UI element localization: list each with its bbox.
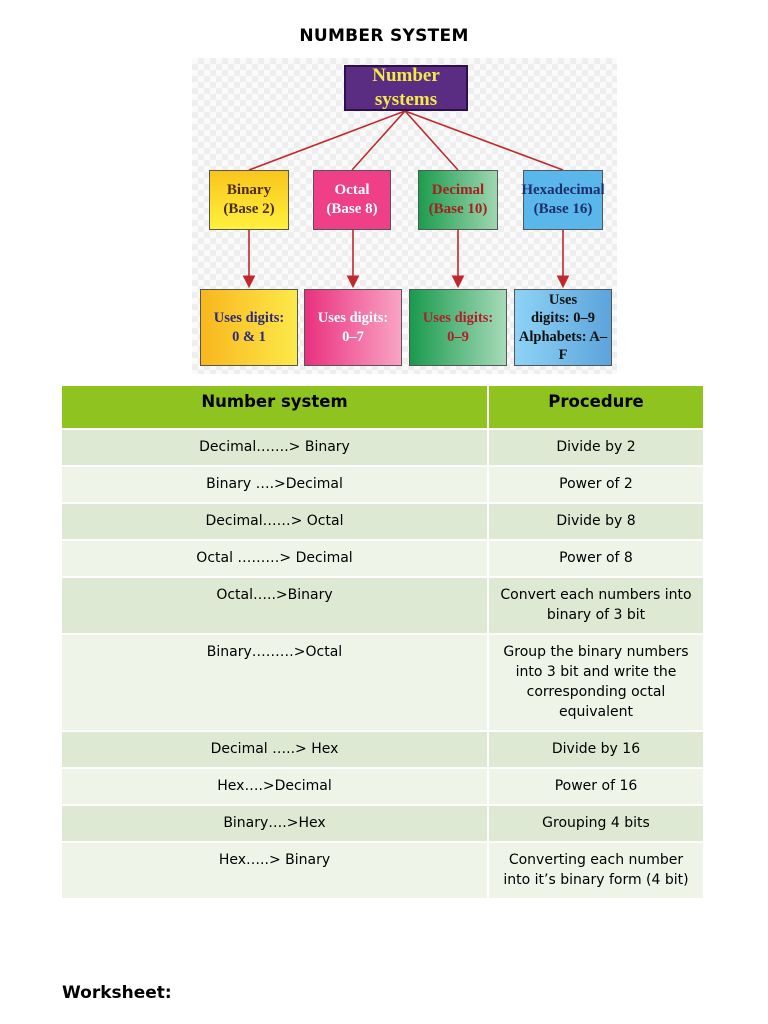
number-systems-diagram <box>192 58 617 374</box>
cell-system: Binary….>Hex <box>62 805 488 842</box>
digits-decimal <box>409 289 507 366</box>
cell-system: Binary………>Octal <box>62 634 488 731</box>
cell-procedure: Convert each numbers into binary of 3 bit <box>488 577 703 634</box>
table-row <box>62 842 703 898</box>
cell-system: Hex….>Decimal <box>62 768 488 805</box>
cell-system: Decimal…….> Binary <box>62 429 488 466</box>
connector-root-binary <box>249 111 405 170</box>
digits-hex-line2: digits: 0–9 <box>530 310 596 327</box>
document-title: NUMBER SYSTEM <box>299 26 469 46</box>
cell-system: Octal…..>Binary <box>62 577 488 634</box>
cell-system: Binary ….>Decimal <box>62 466 488 503</box>
table-header-row <box>62 386 703 429</box>
node-octal-base: (Base 8) <box>326 201 378 217</box>
cell-procedure: Grouping 4 bits <box>488 805 703 842</box>
worksheet-heading: Worksheet: <box>62 983 172 1003</box>
cell-procedure: Power of 2 <box>488 466 703 503</box>
table-row <box>62 540 703 577</box>
cell-system: Octal ………> Decimal <box>62 540 488 577</box>
digits-binary-line1: Uses digits: <box>213 310 285 327</box>
node-octal <box>313 170 391 230</box>
connector-root-hex <box>405 111 563 170</box>
node-octal-name: Octal <box>334 182 370 199</box>
cell-procedure: Divide by 16 <box>488 731 703 768</box>
digits-decimal-line2: 0–9 <box>447 328 469 345</box>
table-row <box>62 466 703 503</box>
digits-octal <box>304 289 402 366</box>
table-row <box>62 577 703 634</box>
cell-system: Decimal……> Octal <box>62 503 488 540</box>
digits-binary-line2: 0 & 1 <box>232 328 266 345</box>
cell-procedure: Divide by 2 <box>488 429 703 466</box>
cell-procedure: Power of 16 <box>488 768 703 805</box>
digits-binary <box>200 289 298 366</box>
node-hex-base: (Base 16) <box>533 201 593 217</box>
node-decimal-base: (Base 10) <box>428 201 488 217</box>
digits-hex-line1: Uses <box>548 292 578 309</box>
table-row <box>62 429 703 466</box>
table-row <box>62 805 703 842</box>
header-procedure: Procedure <box>488 386 703 429</box>
header-number-system: Number system <box>62 386 488 429</box>
cell-procedure: Converting each number into it’s binary form (4 bit) <box>488 842 703 898</box>
node-decimal-name: Decimal <box>431 182 485 199</box>
cell-system: Hex…..> Binary <box>62 842 488 898</box>
table-row <box>62 503 703 540</box>
root-node-number-systems: Number systems <box>344 65 468 111</box>
table-row <box>62 634 703 731</box>
digits-hexadecimal <box>514 289 612 366</box>
table-row <box>62 731 703 768</box>
digits-decimal-line1: Uses digits: <box>422 310 494 327</box>
cell-procedure: Power of 8 <box>488 540 703 577</box>
node-binary <box>209 170 289 230</box>
node-binary-base: (Base 2) <box>223 201 275 217</box>
digits-octal-line2: 0–7 <box>342 328 364 345</box>
cell-procedure: Group the binary numbers into 3 bit and write the corresponding octal equivalent <box>488 634 703 731</box>
node-binary-name: Binary <box>226 182 272 199</box>
digits-octal-line1: Uses digits: <box>317 310 389 327</box>
conversion-table <box>62 386 703 898</box>
connector-root-octal <box>352 111 405 170</box>
node-hex-name: Hexadecimal <box>521 182 605 199</box>
digits-hex-line3: Alphabets: A–F <box>518 328 608 363</box>
table-row <box>62 768 703 805</box>
node-decimal <box>418 170 498 230</box>
cell-procedure: Divide by 8 <box>488 503 703 540</box>
node-hexadecimal <box>523 170 603 230</box>
connector-root-decimal <box>405 111 458 170</box>
cell-system: Decimal …..> Hex <box>62 731 488 768</box>
